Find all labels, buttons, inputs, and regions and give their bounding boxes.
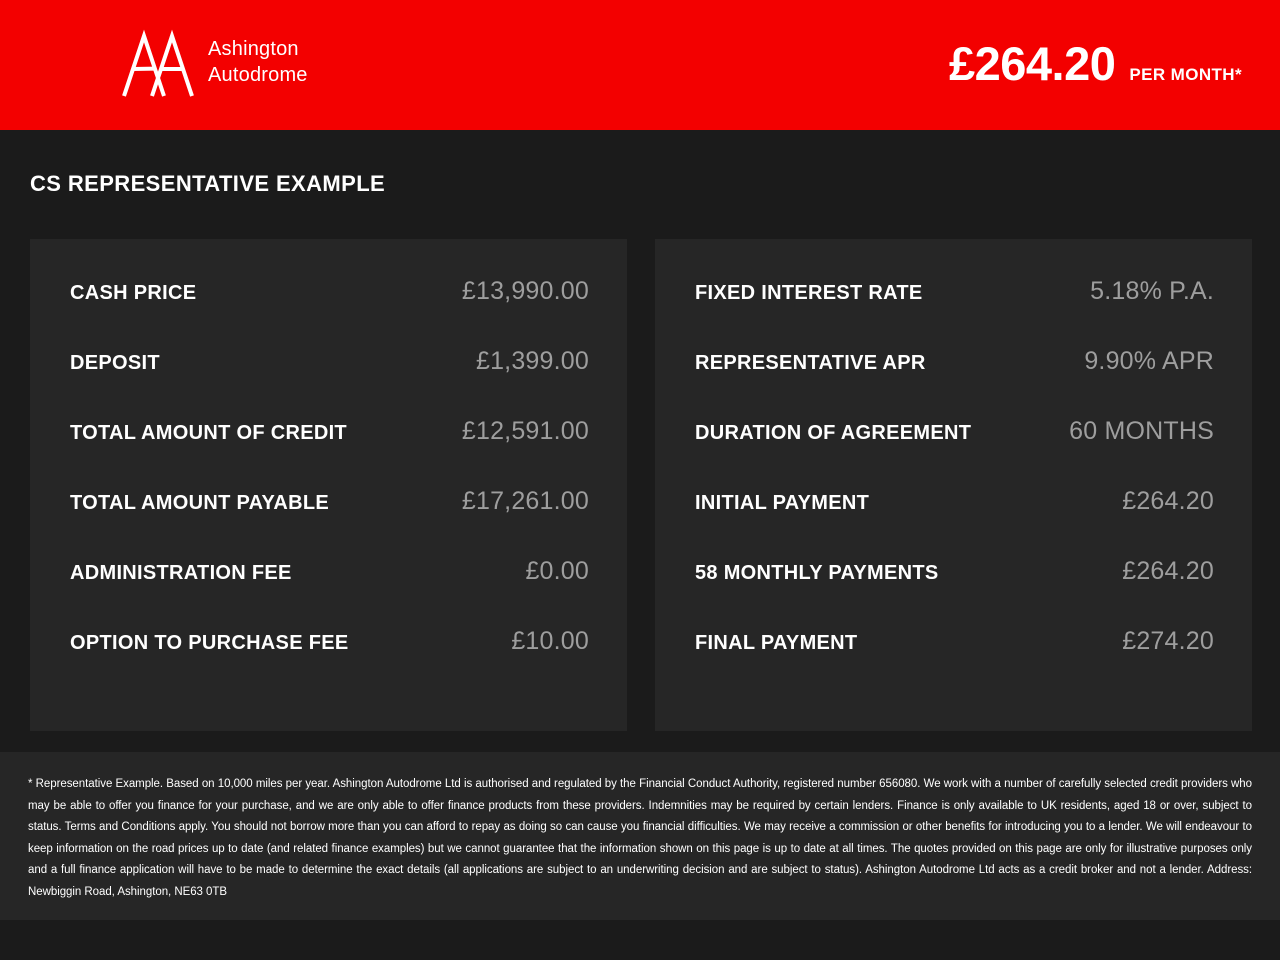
row-label: TOTAL AMOUNT OF CREDIT: [70, 422, 347, 444]
row-label: 58 MONTHLY PAYMENTS: [695, 562, 939, 584]
monthly-price-block: [948, 37, 1242, 90]
row-value: £264.20: [1122, 557, 1214, 585]
row-label: FIXED INTEREST RATE: [695, 282, 923, 304]
table-row: [695, 347, 1214, 417]
disclaimer-block: [0, 752, 1280, 931]
brand-name: [208, 36, 308, 92]
footer-spacer: [0, 920, 1280, 960]
table-row: [695, 487, 1214, 557]
table-row: [695, 277, 1214, 347]
table-row: [70, 277, 589, 347]
disclaimer-text: * Representative Example. Based on 10,000 miles per year. Ashington Autodrome Ltd is authorised and regulated by the Financial Conduct Authority, registered number 656080. We work with a number of carefully selected credit providers who may be able to offer you finance for your purchase, and we are only able to offer finance products from these providers. Indemnities may be required by certain lenders. Finance is only available to UK residents, aged 18 or over, subject to status. Terms and Conditions apply. You should not borrow more than you can afford to repay as doing so can cause you financial difficulties. We may receive a commission or other benefits for introducing you to a lender. We will endeavour to keep information on the road prices up to date (and related finance examples) but we cannot guarantee that the information shown on this page is up to date at all times. The quotes provided on this page are only for illustrative purposes only and a full finance application will have to be made to determine the exact details (all applications are subject to an underwriting decision and are subject to status). Ashington Autodrome Ltd acts as a credit broker and not a lender. Address: Newbiggin Road, Ashington, NE63 0TB: [28, 778, 1252, 898]
table-row: [695, 557, 1214, 627]
row-value: £264.20: [1122, 487, 1214, 515]
row-value: £0.00: [525, 557, 589, 585]
row-value: 9.90% APR: [1084, 347, 1214, 375]
row-value: £1,399.00: [475, 347, 589, 375]
brand-name-line1: Ashington: [208, 38, 299, 60]
table-row: [70, 627, 589, 697]
row-label: DURATION OF AGREEMENT: [695, 422, 972, 444]
table-row: [70, 487, 589, 557]
row-label: CASH PRICE: [70, 282, 197, 304]
page-header: [0, 0, 1280, 130]
brand-name-line2: Autodrome: [208, 64, 308, 86]
row-label: REPRESENTATIVE APR: [695, 352, 926, 374]
row-label: TOTAL AMOUNT PAYABLE: [70, 492, 329, 514]
table-row: [70, 417, 589, 487]
row-value: £13,990.00: [461, 277, 589, 305]
table-row: [70, 347, 589, 417]
finance-panel-left: [30, 239, 627, 731]
row-value: £12,591.00: [461, 417, 589, 445]
row-value: 5.18% P.A.: [1090, 277, 1214, 305]
row-label: DEPOSIT: [70, 352, 160, 374]
table-row: [695, 627, 1214, 697]
page-title: CS REPRESENTATIVE EXAMPLE: [30, 171, 386, 196]
finance-panel-right: [655, 239, 1252, 731]
row-label: ADMINISTRATION FEE: [70, 562, 292, 584]
price-amount: £264.20: [948, 37, 1116, 90]
ashington-autodrome-logo-icon: [118, 26, 198, 102]
table-row: [70, 557, 589, 627]
row-label: FINAL PAYMENT: [695, 632, 858, 654]
row-value: £17,261.00: [461, 487, 589, 515]
finance-details-panels: [30, 239, 1252, 731]
price-period-label: PER MONTH*: [1129, 65, 1242, 84]
row-value: £10.00: [511, 627, 589, 655]
row-label: INITIAL PAYMENT: [695, 492, 870, 514]
row-value: 60 MONTHS: [1069, 417, 1214, 445]
row-label: OPTION TO PURCHASE FEE: [70, 632, 349, 654]
row-value: £274.20: [1122, 627, 1214, 655]
brand-lockup: [118, 26, 308, 102]
table-row: [695, 417, 1214, 487]
